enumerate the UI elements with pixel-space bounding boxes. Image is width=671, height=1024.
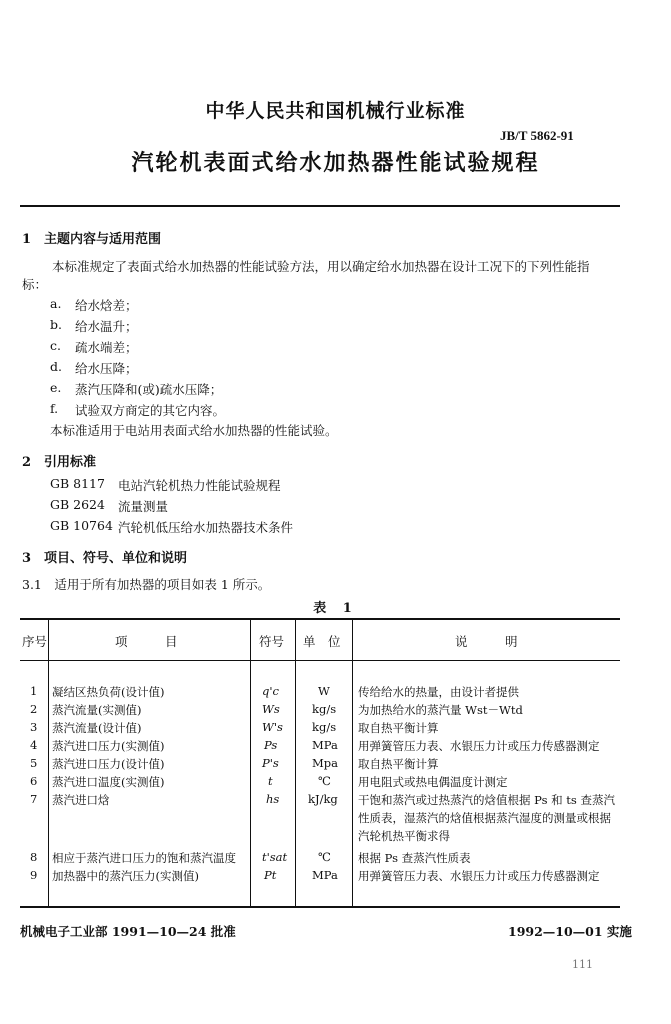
- row-number: 9: [30, 868, 38, 882]
- column-divider: [48, 618, 49, 906]
- row-item: 相应于蒸汽进口压力的饱和蒸汽温度: [52, 851, 236, 865]
- table-top-rule: [20, 618, 620, 620]
- approval-date: 机械电子工业部 1991—10—24 批准: [20, 924, 236, 939]
- list-item-marker: f.: [50, 401, 59, 416]
- row-unit: MPa: [312, 738, 338, 752]
- list-item-marker: b.: [50, 317, 62, 332]
- scope-paragraph: 本标准适用于电站用表面式给水加热器的性能试验。: [50, 423, 338, 438]
- row-symbol: Pt: [264, 868, 277, 882]
- row-symbol: t: [268, 774, 273, 788]
- row-number: 6: [30, 774, 38, 788]
- row-symbol: Ws: [262, 702, 280, 716]
- section-3-heading: 3 项目、符号、单位和说明: [22, 551, 188, 566]
- row-unit: ℃: [318, 850, 331, 864]
- row-unit: Mpa: [312, 756, 338, 770]
- column-divider: [295, 618, 296, 906]
- row-item: 蒸汽流量(实测值): [52, 703, 142, 717]
- header-rule: [20, 205, 620, 207]
- page-number: 111: [572, 958, 593, 971]
- implementation-date: 1992—10—01 实施: [508, 924, 632, 939]
- reference-title: 电站汽轮机热力性能试验规程: [118, 478, 281, 493]
- row-number: 3: [30, 720, 38, 734]
- table-bottom-rule: [20, 906, 620, 908]
- row-note: 传给给水的热量，由设计者提供: [358, 685, 519, 699]
- row-number: 8: [30, 850, 38, 864]
- row-symbol: P's: [262, 756, 279, 770]
- column-header-symbol: 符号: [259, 634, 285, 649]
- subsection-3-1: 3.1 适用于所有加热器的项目如表 1 所示。: [22, 577, 271, 592]
- row-note: 用电阻式或热电偶温度计测定: [358, 775, 508, 789]
- row-note: 干饱和蒸汽或过热蒸汽的焓值根据 Ps 和 ts 查蒸汽: [358, 793, 615, 807]
- list-item-text: 给水压降；: [75, 361, 138, 376]
- row-item: 蒸汽进口焓: [52, 793, 110, 807]
- list-item-marker: a.: [50, 296, 62, 311]
- row-note: 为加热给水的蒸汽量 Wst－Wtd: [358, 703, 523, 717]
- row-note: 取自热平衡计算: [358, 757, 439, 771]
- row-symbol: t'sat: [262, 850, 288, 864]
- list-item-text: 试验双方商定的其它内容。: [75, 403, 226, 418]
- reference-code: GB 2624: [50, 497, 105, 512]
- standard-number: JB/T 5862-91: [500, 128, 574, 143]
- row-item: 蒸汽进口压力(实测值): [52, 739, 165, 753]
- column-header-item: 项 目: [115, 634, 178, 649]
- row-number: 1: [30, 684, 38, 698]
- section-1-heading: 1 主题内容与适用范围: [22, 232, 162, 247]
- column-divider: [250, 618, 251, 906]
- row-unit: kg/s: [312, 702, 337, 716]
- list-item-marker: d.: [50, 359, 62, 374]
- list-item-marker: e.: [50, 380, 62, 395]
- row-number: 2: [30, 702, 38, 716]
- column-header-note: 说 明: [455, 634, 518, 649]
- row-symbol: q'c: [262, 684, 279, 698]
- row-item: 凝结区热负荷(设计值): [52, 685, 165, 699]
- list-item-text: 蒸汽压降和(或)疏水压降；: [75, 382, 223, 397]
- list-item-text: 疏水端差；: [75, 340, 138, 355]
- reference-code: GB 10764: [50, 518, 113, 533]
- row-note: 汽轮机热平衡求得: [358, 829, 450, 843]
- table-header-rule: [20, 660, 620, 661]
- row-unit: kJ/kg: [308, 792, 338, 806]
- list-item-marker: c.: [50, 338, 61, 353]
- column-header-unit: 单 位: [303, 634, 341, 649]
- row-note: 用弹簧管压力表、水银压力计或压力传感器测定: [358, 739, 600, 753]
- column-header-no: 序号: [22, 634, 48, 649]
- row-number: 5: [30, 756, 38, 770]
- row-unit: MPa: [312, 868, 338, 882]
- document-title: 汽轮机表面式给水加热器性能试验规程: [131, 150, 540, 176]
- list-item-text: 给水焓差；: [75, 298, 138, 313]
- reference-title: 流量测量: [118, 499, 169, 514]
- row-note: 性质表，湿蒸汽的焓值根据蒸汽湿度的测量或根据: [358, 811, 611, 825]
- row-symbol: W's: [262, 720, 283, 734]
- row-note: 用弹簧管压力表、水银压力计或压力传感器测定: [358, 869, 600, 883]
- section-2-heading: 2 引用标准: [22, 455, 97, 470]
- row-note: 根据 Ps 查蒸汽性质表: [358, 851, 471, 865]
- row-item: 蒸汽进口温度(实测值): [52, 775, 165, 789]
- row-item: 蒸汽进口压力(设计值): [52, 757, 165, 771]
- row-item: 蒸汽流量(设计值): [52, 721, 142, 735]
- row-item: 加热器中的蒸汽压力(实测值): [52, 869, 199, 883]
- row-note: 取自热平衡计算: [358, 721, 439, 735]
- reference-title: 汽轮机低压给水加热器技术条件: [118, 520, 294, 535]
- row-number: 7: [30, 792, 38, 806]
- row-unit: ℃: [318, 774, 331, 788]
- row-number: 4: [30, 738, 38, 752]
- industry-standard-heading: 中华人民共和国机械行业标准: [205, 100, 466, 122]
- intro-paragraph-line-2: 标：: [22, 277, 48, 292]
- row-symbol: hs: [266, 792, 280, 806]
- list-item-text: 给水温升；: [75, 319, 138, 334]
- row-symbol: Ps: [264, 738, 278, 752]
- row-unit: W: [318, 684, 330, 698]
- intro-paragraph-line-1: 本标准规定了表面式给水加热器的性能试验方法，用以确定给水加热器在设计工况下的下列性能指: [52, 259, 590, 274]
- column-divider: [352, 618, 353, 906]
- reference-code: GB 8117: [50, 476, 105, 491]
- table-caption: 表 1: [313, 601, 358, 616]
- row-unit: kg/s: [312, 720, 337, 734]
